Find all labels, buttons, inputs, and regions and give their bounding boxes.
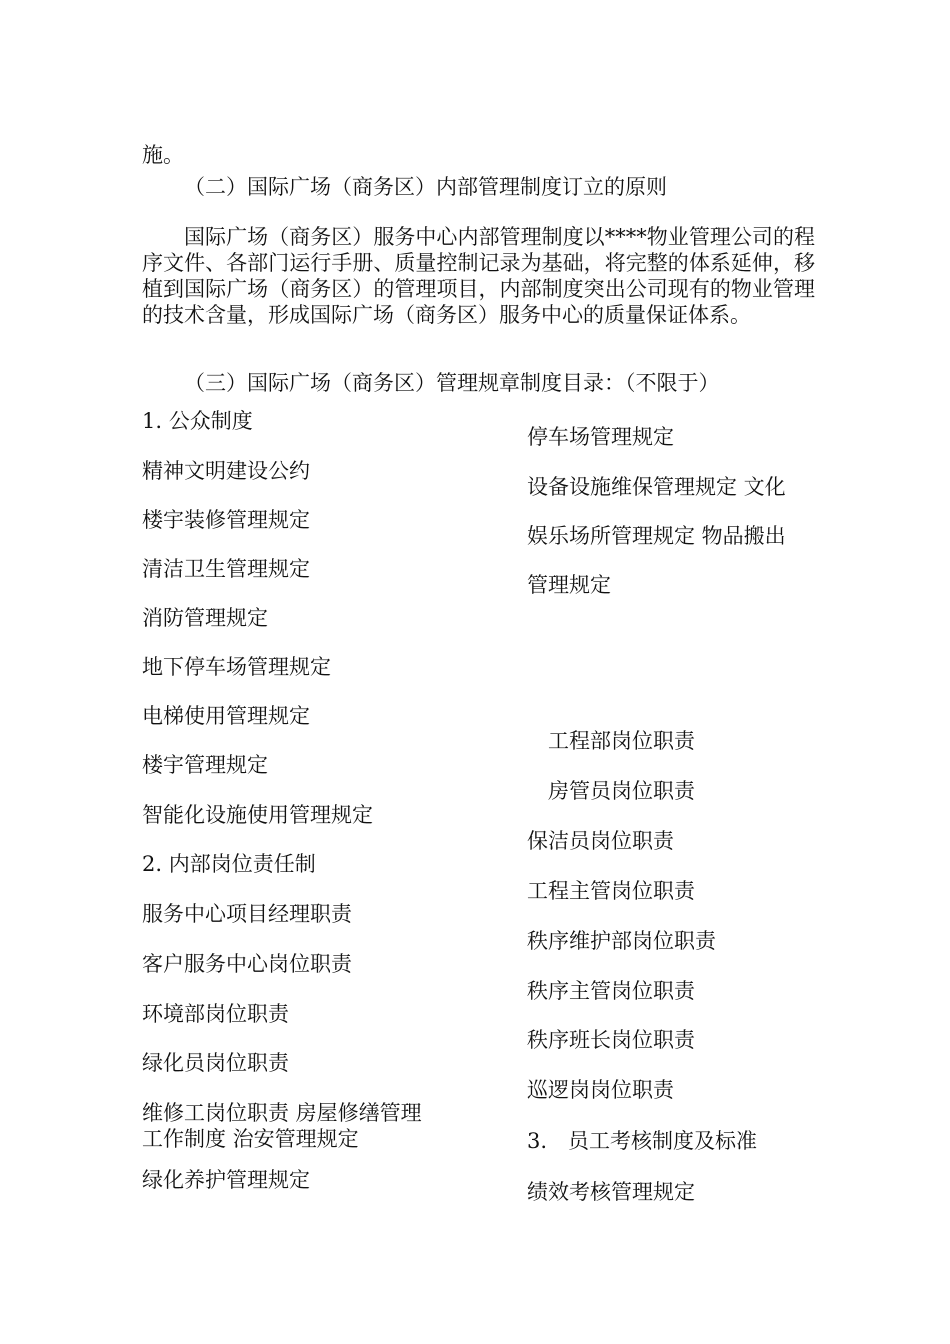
list-item: 保洁员岗位职责 <box>527 829 674 853</box>
list-item: 清洁卫生管理规定 <box>142 557 310 581</box>
list-item: 2. 内部岗位责任制 <box>142 852 316 876</box>
list-item: 娱乐场所管理规定 物品搬出 <box>527 524 786 548</box>
list-item: 巡逻岗岗位职责 <box>527 1078 674 1102</box>
list-item: 停车场管理规定 <box>527 425 674 449</box>
list-item: 秩序主管岗位职责 <box>527 979 695 1003</box>
list-item: 工作制度 治安管理规定 <box>142 1127 359 1151</box>
lead-line: 施。 <box>142 143 184 167</box>
list-item: 服务中心项目经理职责 <box>142 902 352 926</box>
list-item: 房管员岗位职责 <box>548 779 695 803</box>
list-item: 工程主管岗位职责 <box>527 879 695 903</box>
list-item: 客户服务中心岗位职责 <box>142 952 352 976</box>
list-item: 维修工岗位职责 房屋修缮管理 <box>142 1101 422 1125</box>
list-item: 智能化设施使用管理规定 <box>142 803 373 827</box>
list-item: 楼宇装修管理规定 <box>142 508 310 532</box>
list-item: 秩序维护部岗位职责 <box>527 929 716 953</box>
list-item: 3. 员工考核制度及标准 <box>527 1129 758 1153</box>
list-item: 工程部岗位职责 <box>548 729 695 753</box>
list-item: 环境部岗位职责 <box>142 1002 289 1026</box>
list-item: 1. 公众制度 <box>142 409 253 433</box>
section-heading-2: （二）国际广场（商务区）内部管理制度订立的原则 <box>184 175 667 199</box>
list-item: 地下停车场管理规定 <box>142 655 331 679</box>
section-heading-3: （三）国际广场（商务区）管理规章制度目录：（不限于） <box>184 371 720 395</box>
list-item: 楼宇管理规定 <box>142 753 268 777</box>
list-item: 绩效考核管理规定 <box>527 1180 695 1204</box>
list-item: 绿化养护管理规定 <box>142 1168 310 1192</box>
list-item: 消防管理规定 <box>142 606 268 630</box>
list-item: 设备设施维保管理规定 文化 <box>527 475 786 499</box>
paragraph-principles: 国际广场（商务区）服务中心内部管理制度以****物业管理公司的程序文件、各部门运行手册、质量控制记录为基础，将完整的体系延伸，移植到国际广场（商务区）的管理项目，内部制度突出公司现有的物业管理的技术含量，形成国际广场（商务区）服务中心的质量保证体系。 <box>142 225 815 327</box>
list-item: 绿化员岗位职责 <box>142 1051 289 1075</box>
list-item: 管理规定 <box>527 573 611 597</box>
list-item: 精神文明建设公约 <box>142 459 310 483</box>
list-item: 秩序班长岗位职责 <box>527 1028 695 1052</box>
list-item: 电梯使用管理规定 <box>142 704 310 728</box>
